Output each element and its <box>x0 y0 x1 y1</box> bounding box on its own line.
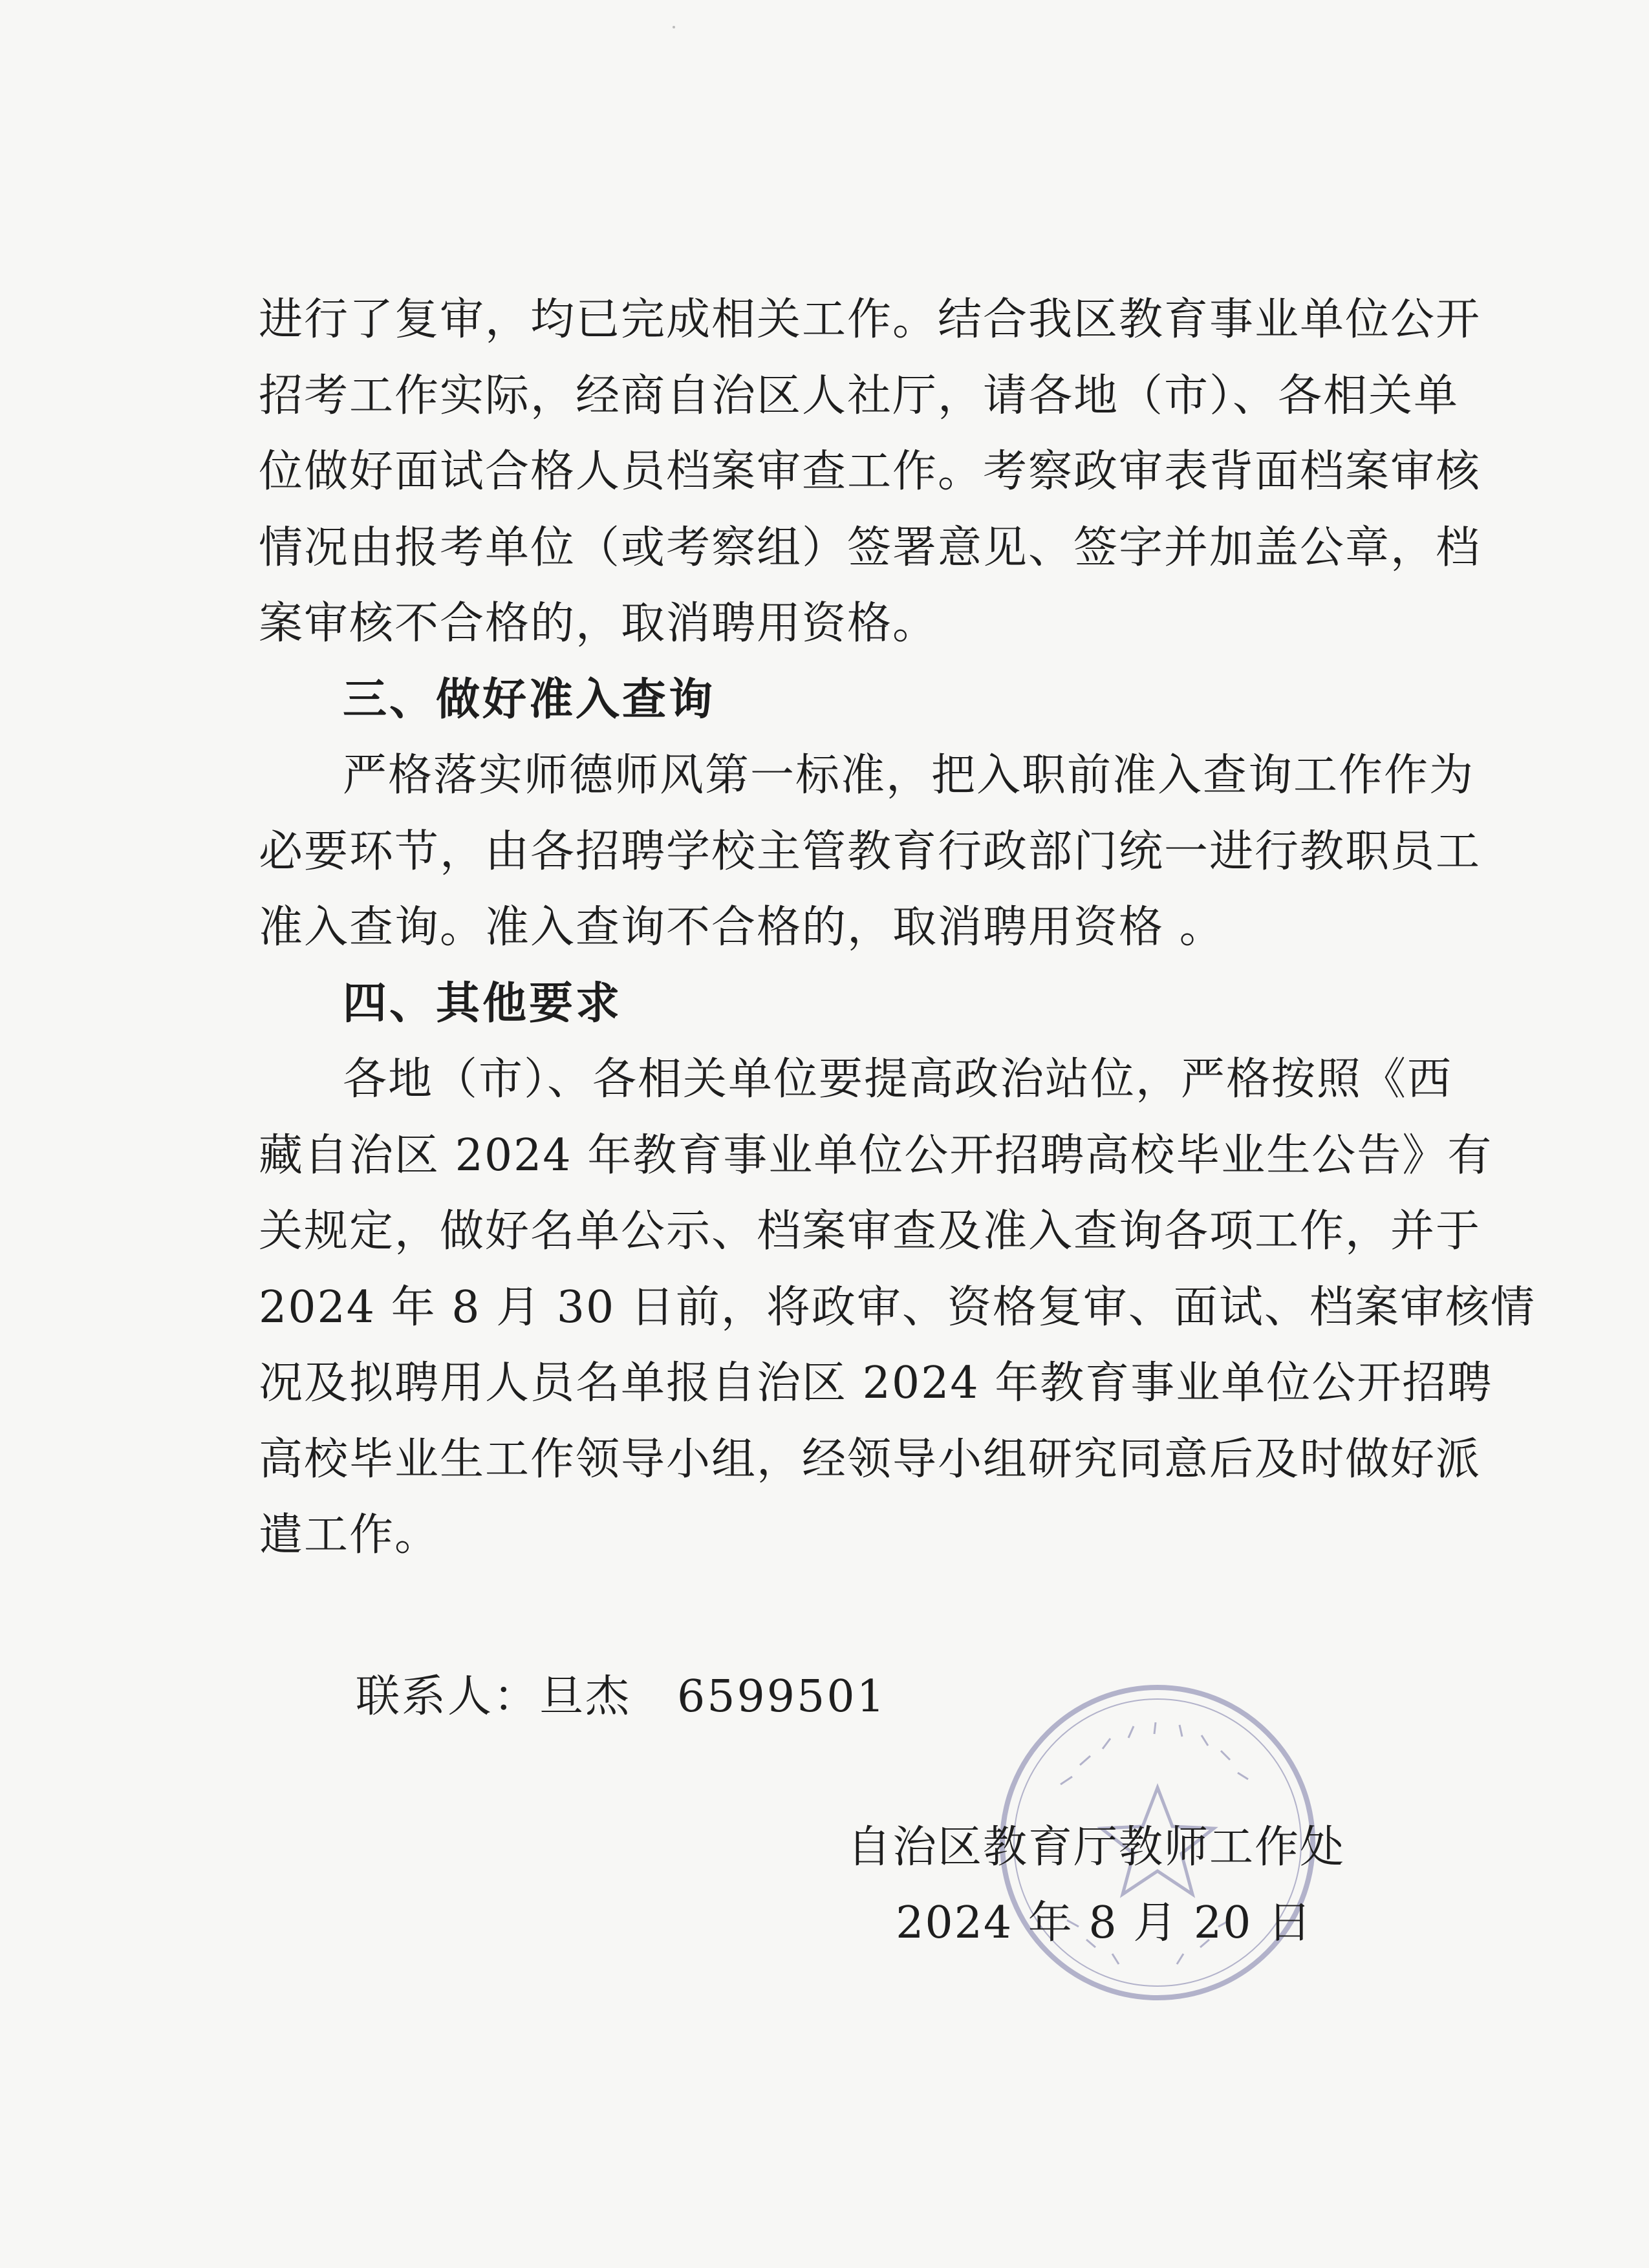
section-heading-3: 三、做好准入查询 <box>343 674 716 725</box>
issue-date: 2024 年 8 月 20 日 <box>896 1898 1313 1949</box>
paragraph-line: 准入查询。准入查询不合格的，取消聘用资格 。 <box>259 902 1225 953</box>
issuer-signature: 自治区教育厅教师工作处 <box>846 1822 1345 1873</box>
paragraph-line: 严格落实师德师风第一标准，把入职前准入查询工作作为 <box>343 750 1475 801</box>
paragraph-line: 遣工作。 <box>259 1510 440 1561</box>
contact-info: 联系人：旦杰 6599501 <box>356 1671 887 1722</box>
paragraph-line: 位做好面试合格人员档案审查工作。考察政审表背面档案审核 <box>259 446 1482 497</box>
paragraph-line: 况及拟聘用人员名单报自治区 2024 年教育事业单位公开招聘 <box>259 1358 1493 1409</box>
paragraph-line: 必要环节，由各招聘学校主管教育行政部门统一进行教职员工 <box>259 826 1482 877</box>
paragraph-line: 藏自治区 2024 年教育事业单位公开招聘高校毕业生公告》有 <box>259 1130 1493 1181</box>
paragraph-line: 各地（市）、各相关单位要提高政治站位，严格按照《西 <box>343 1054 1453 1105</box>
section-heading-4: 四、其他要求 <box>343 978 623 1029</box>
paragraph-line: 情况由报考单位（或考察组）签署意见、签字并加盖公章，档 <box>259 522 1482 573</box>
paragraph-line: 进行了复审，均已完成相关工作。结合我区教育事业单位公开 <box>259 294 1482 345</box>
paragraph-line: 关规定，做好名单公示、档案审查及准入查询各项工作，并于 <box>259 1206 1482 1257</box>
paragraph-line: 招考工作实际，经商自治区人社厅，请各地（市）、各相关单 <box>259 370 1460 422</box>
scan-speck <box>673 26 675 28</box>
paragraph-line: 高校毕业生工作领导小组，经领导小组研究同意后及时做好派 <box>259 1434 1482 1485</box>
paragraph-line: 2024 年 8 月 30 日前，将政审、资格复审、面试、档案审核情 <box>259 1282 1536 1333</box>
paragraph-line: 案审核不合格的，取消聘用资格。 <box>259 598 938 649</box>
